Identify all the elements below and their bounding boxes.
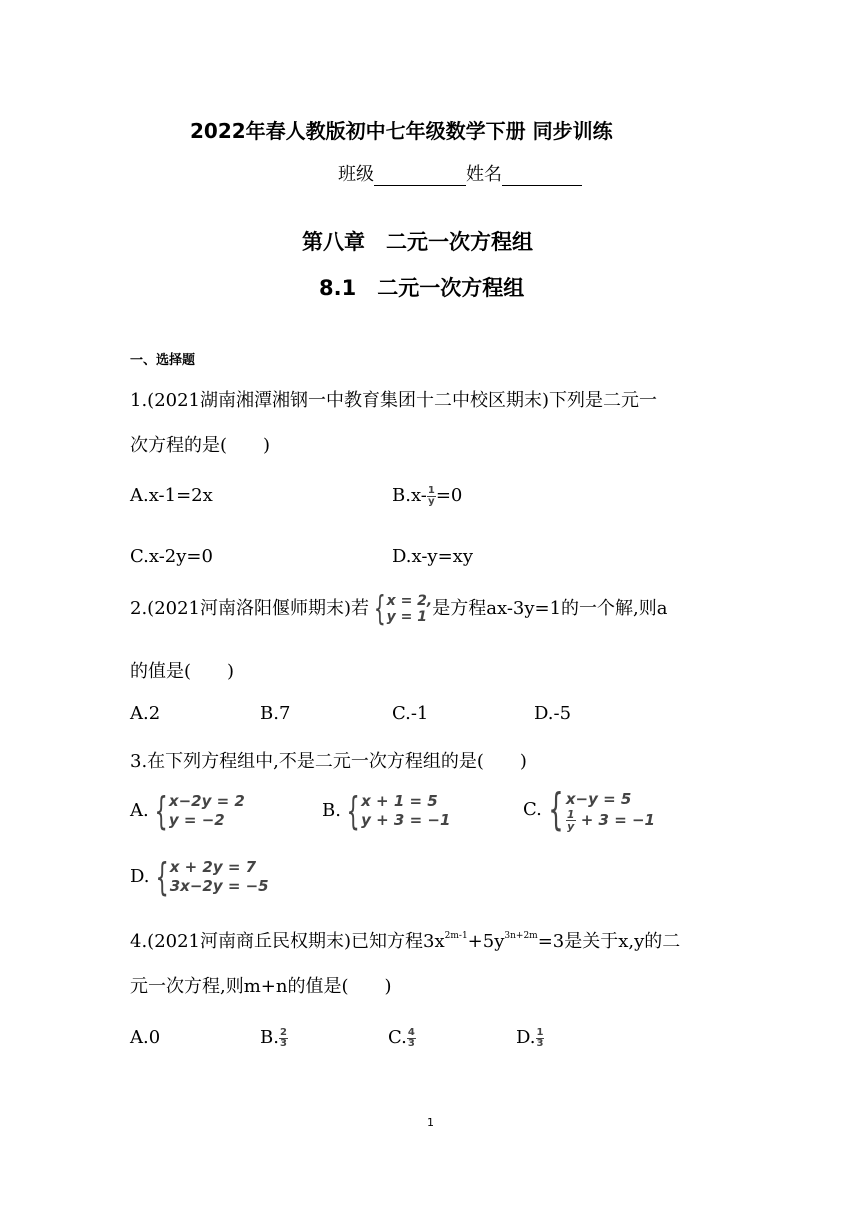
fraction-numerator: 2: [279, 1026, 287, 1038]
equation-system: [341, 789, 451, 833]
brace-glyph: {: [346, 789, 360, 833]
q4-option-a: A.0: [130, 1027, 161, 1048]
name-label: 姓名: [466, 164, 502, 185]
fraction-denominator: y: [428, 495, 435, 507]
option-label: B.: [322, 800, 341, 821]
q2-stem-line1: [130, 589, 668, 629]
q4-option-c: [388, 1027, 416, 1049]
system-row: y = 1: [386, 609, 428, 625]
q2-stem-line2: 的值是( ): [130, 661, 235, 682]
q2-stem-suffix: 是方程ax-3y=1的一个解,则a: [432, 598, 668, 619]
fraction: [279, 1028, 288, 1049]
fraction-numerator: 1: [536, 1026, 544, 1038]
option-label: C.: [388, 1027, 407, 1048]
q4-stem-line2: 元一次方程,则m+n的值是( ): [130, 976, 392, 997]
class-blank: [374, 165, 466, 186]
system-row: x−2y = 2: [168, 792, 245, 810]
equation-system: [542, 784, 655, 835]
q4-option-d: [516, 1027, 544, 1049]
q3-option-c: [523, 784, 655, 835]
fraction-denominator: 3: [536, 1037, 544, 1049]
q2-stem-prefix: 2.(2021河南洛阳偃师期末)若: [130, 598, 370, 619]
q4-stem-mid: +5y: [467, 931, 505, 952]
brace-glyph: {: [548, 784, 564, 835]
fraction-denominator: y: [567, 819, 575, 833]
q3-option-d: [130, 855, 269, 899]
equation-system: [150, 855, 269, 899]
q1-option-b-suffix: =0: [435, 485, 463, 506]
system-row: y + 3 = −1: [361, 811, 451, 829]
q2-option-c: C.-1: [392, 703, 429, 724]
q4-option-b: [260, 1027, 288, 1049]
system-row: 3x−2y = −5: [169, 877, 269, 895]
system-row: y = −2: [168, 811, 225, 829]
q4-stem-prefix: 4.(2021河南商丘民权期末)已知方程3x: [130, 931, 445, 952]
option-label: A.: [130, 800, 149, 821]
brace-glyph: {: [154, 789, 168, 833]
system-row-rest: + 3 = −1: [580, 810, 655, 829]
system-row: x = 2,: [386, 593, 433, 609]
fraction: [566, 809, 576, 832]
fraction-denominator: 3: [407, 1037, 415, 1049]
exponent: 3n+2m: [504, 931, 538, 941]
q1-option-b-fraction: [427, 486, 436, 507]
system-row: x + 1 = 5: [361, 792, 438, 810]
fraction-numerator: 1: [427, 484, 435, 496]
section-heading: 8.1 二元一次方程组: [319, 276, 525, 300]
q1-option-d: D.x-y=xy: [392, 546, 473, 567]
page-number: 1: [427, 1116, 434, 1129]
q1-option-b-prefix: B.x-: [392, 485, 427, 506]
q3-stem: 3.在下列方程组中,不是二元一次方程组的是( ): [130, 751, 527, 772]
q2-option-b: B.7: [260, 703, 291, 724]
q4-stem-line1: [130, 927, 680, 953]
option-label: C.: [523, 799, 542, 820]
q1-stem-line2: 次方程的是( ): [130, 435, 271, 456]
q1-option-a: A.x-1=2x: [130, 485, 213, 506]
name-blank: [502, 165, 582, 186]
q3-option-b: [322, 789, 451, 833]
fraction-numerator: 1: [566, 807, 575, 821]
option-label: B.: [260, 1027, 279, 1048]
q4-stem-suffix: =3是关于x,y的二: [537, 931, 681, 952]
class-name-line: [338, 160, 582, 186]
q1-option-b: [392, 485, 462, 507]
class-label: 班级: [338, 164, 374, 185]
fraction: [407, 1028, 416, 1049]
q1-option-c: C.x-2y=0: [130, 546, 213, 567]
equation-system: [149, 789, 245, 833]
exponent: 2m-1: [444, 931, 468, 941]
brace-glyph: {: [373, 589, 386, 629]
system-row: [566, 809, 655, 832]
q3-option-a: [130, 789, 245, 833]
chapter-heading: 第八章 二元一次方程组: [302, 230, 533, 254]
fraction-denominator: 3: [279, 1037, 287, 1049]
brace-glyph: {: [154, 855, 169, 899]
system-row: x + 2y = 7: [169, 858, 257, 876]
part-heading: 一、选择题: [130, 353, 196, 368]
q1-stem-line1: 1.(2021湖南湘潭湘钢一中教育集团十二中校区期末)下列是二元一: [130, 390, 658, 411]
fraction-numerator: 4: [407, 1026, 415, 1038]
fraction: [536, 1028, 545, 1049]
q2-equation-system: [369, 589, 433, 629]
q2-option-a: A.2: [130, 703, 161, 724]
document-title: 2022年春人教版初中七年级数学下册 同步训练: [190, 119, 613, 143]
system-row: x−y = 5: [565, 789, 632, 808]
option-label: D.: [130, 866, 150, 887]
q2-option-d: D.-5: [534, 703, 572, 724]
option-label: D.: [516, 1027, 536, 1048]
